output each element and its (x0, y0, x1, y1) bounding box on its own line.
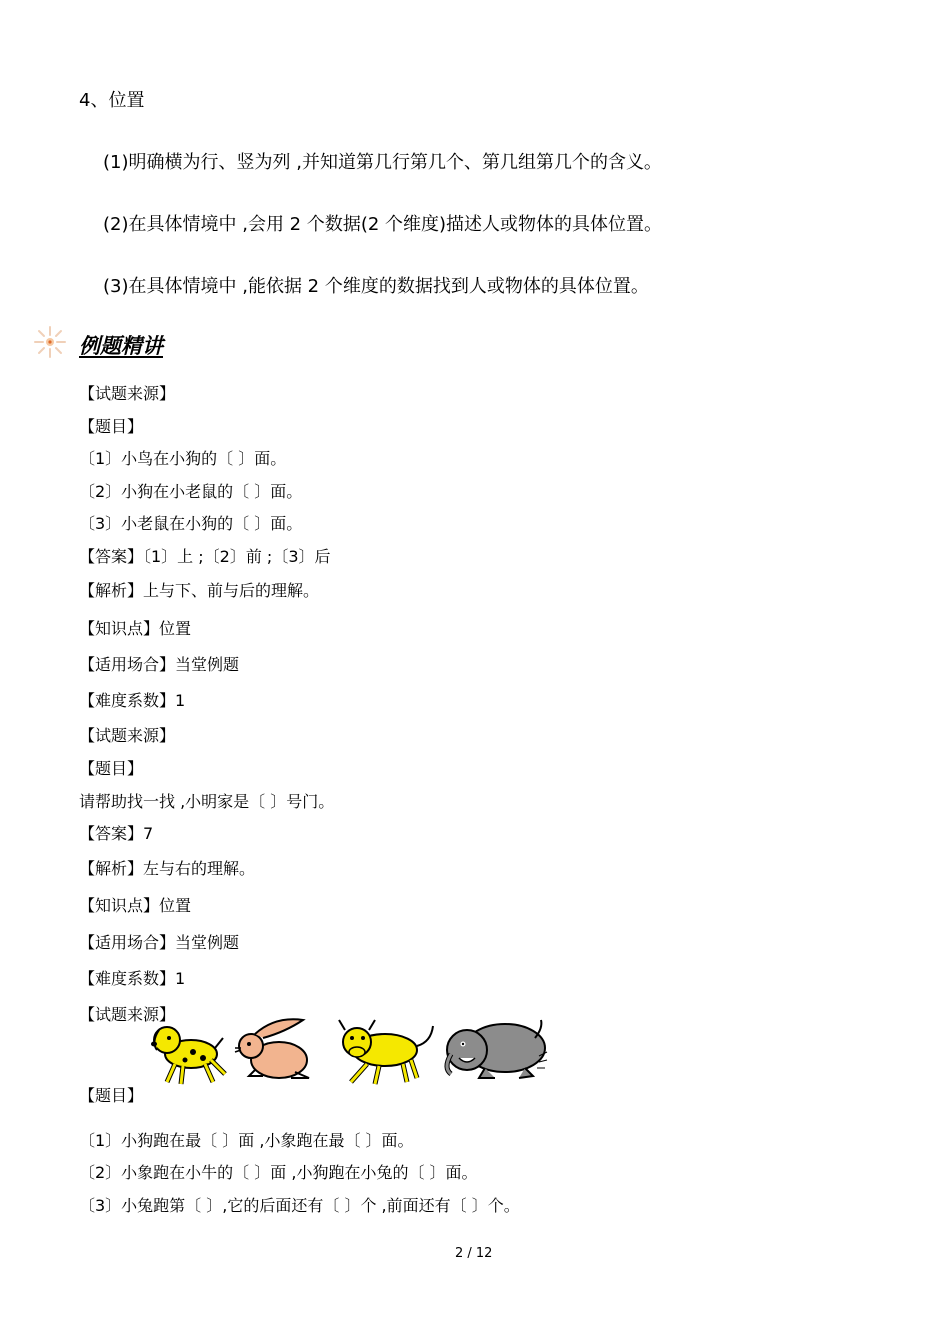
ex1-source: 【试题来源】 (79, 384, 176, 403)
objective-2: (2)在具体情境中 ,会用 2 个数据(2 个维度)描述人或物体的具体位置。 (103, 214, 663, 235)
ex1-question-3: 〔3〕小老鼠在小狗的〔 〕面。 (79, 514, 303, 533)
page-number: 2 / 12 (455, 1246, 493, 1261)
ex2-topic: 【题目】 (79, 759, 144, 778)
objective-3: (3)在具体情境中 ,能依据 2 个维度的数据找到人或物体的具体位置。 (103, 276, 649, 297)
ex1-topic: 【题目】 (79, 417, 144, 436)
ex1-question-2: 〔2〕小狗在小老鼠的〔 〕面。 (79, 482, 303, 501)
ex3-question-2: 〔2〕小象跑在小牛的〔 〕面 ,小狗跑在小兔的〔 〕面。 (79, 1163, 478, 1182)
ex1-difficulty: 【难度系数】1 (79, 691, 186, 710)
ex3-question-1: 〔1〕小狗跑在最〔 〕面 ,小象跑在最〔 〕面。 (79, 1131, 414, 1150)
ex1-answer: 【答案】〔1〕上 ;〔2〕前 ;〔3〕后 (79, 547, 331, 566)
dog-icon (151, 1027, 225, 1084)
ex2-knowledge: 【知识点】位置 (79, 896, 192, 915)
rabbit-icon (235, 1019, 309, 1078)
ex1-occasion: 【适用场合】当堂例题 (79, 655, 240, 674)
elephant-icon (447, 1020, 547, 1078)
objective-1: (1)明确横为行、竖为列 ,并知道第几行第几个、第几组第几个的含义。 (103, 152, 662, 173)
ex2-question: 请帮助找一找 ,小明家是〔 〕号门。 (79, 792, 335, 811)
ex3-question-3: 〔3〕小兔跑第〔 〕,它的后面还有〔 〕个 ,前面还有〔 〕个。 (79, 1196, 520, 1215)
ex1-knowledge: 【知识点】位置 (79, 619, 192, 638)
ex2-answer: 【答案】7 (79, 824, 154, 843)
sun-icon (33, 325, 67, 359)
ex2-analysis: 【解析】左与右的理解。 (79, 859, 256, 878)
ex2-occasion: 【适用场合】当堂例题 (79, 933, 240, 952)
ex1-analysis: 【解析】上与下、前与后的理解。 (79, 581, 320, 600)
section-title: 4、位置 (79, 90, 145, 111)
animals-illustration (145, 1012, 550, 1087)
section-heading: 例题精讲 (79, 333, 163, 358)
ex3-topic: 【题目】 (79, 1086, 144, 1105)
ex1-question-1: 〔1〕小鸟在小狗的〔 〕面。 (79, 449, 287, 468)
ex3-source: 【试题来源】 (79, 1005, 176, 1024)
ex2-difficulty: 【难度系数】1 (79, 969, 186, 988)
cow-icon (339, 1020, 433, 1084)
ex2-source: 【试题来源】 (79, 726, 176, 745)
